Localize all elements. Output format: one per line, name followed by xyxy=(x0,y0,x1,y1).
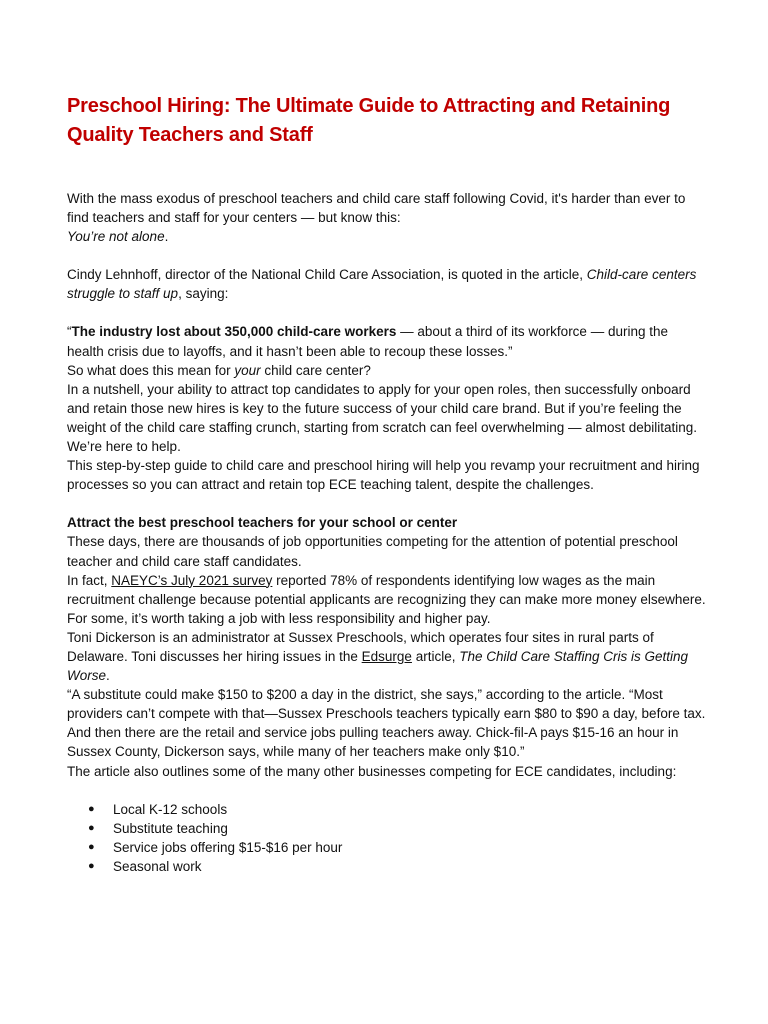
nutshell-paragraph: In a nutshell, your ability to attract top candidates to apply for your open roles, then successfully onboard and retain those new hires is key to the future success of your child care brand. But if you’re feeling the weight of the child care staffing crunch, starting from scratch can feel overwhelming — almost debilitating. We’re here to help. xyxy=(67,381,698,455)
page-title: Preschool Hiring: The Ultimate Guide to Attracting and Retaining Quality Teachers and Staff xyxy=(67,95,671,146)
toni-paragraph: Toni Dickerson is an administrator at Sussex Preschools, which operates four sites in rural parts of Delaware. Toni discusses her hiring issues in the Edsurge article, The Child Care Staffing Cris is Getting Worse. xyxy=(67,629,689,684)
question-paragraph: So what does this mean for your child care center? xyxy=(67,362,371,378)
survey-paragraph: In fact, NAEYC’s July 2021 survey reported 78% of respondents identifying low wages as the main recruitment challenge because potential applicants are recognizing they can make more money elsewhere. xyxy=(67,572,706,607)
intro-emphasis: You’re not alone. xyxy=(67,229,169,245)
list-item: ● Service jobs offering $15-$16 per hour xyxy=(113,838,708,857)
guide-paragraph: This step-by-step guide to child care and preschool hiring will help you revamp your recruitment and hiring processes so you can attract and retain top ECE teaching talent, despite the challenges. xyxy=(67,458,700,493)
competitor-list xyxy=(67,800,708,876)
list-item: ● Seasonal work xyxy=(113,857,708,876)
naeyc-survey-link[interactable]: NAEYC’s July 2021 survey xyxy=(111,572,273,588)
list-item: ● Substitute teaching xyxy=(113,819,708,838)
article-title: Child-care centers struggle to staff up xyxy=(67,267,697,302)
section-heading: Attract the best preschool teachers for your school or center xyxy=(67,515,458,531)
outline-paragraph: The article also outlines some of the many other businesses competing for ECE candidates, including: xyxy=(67,763,677,779)
bullet-icon: ● xyxy=(88,840,95,853)
some-paragraph: For some, it’s worth taking a job with less responsibility and higher pay. xyxy=(67,610,491,626)
quote-intro-paragraph: Cindy Lehnhoff, director of the National Child Care Association, is quoted in the article, Child-care centers struggle to staff up, saying: xyxy=(67,267,697,302)
competition-paragraph: These days, there are thousands of job opportunities competing for the attention of potential preschool teacher and child care staff candidates. xyxy=(67,534,678,569)
bullet-icon: ● xyxy=(88,821,95,834)
edsurge-article-title: The Child Care Staffing Cris is Getting Worse xyxy=(67,648,689,684)
substitute-quote-paragraph: “A substitute could make $150 to $200 a day in the district, she says,” according to the article. “Most providers can’t compete with that—Sussex Preschools teachers typically earn $80 to $90 a day, before tax. And then there are the retail and service jobs pulling teachers away. Chick-fil-A pays $15-16 an hour in Sussex County, Dickerson says, while many of her teachers make only $10.” xyxy=(67,687,706,760)
edsurge-link[interactable]: Edsurge xyxy=(361,648,412,664)
intro-paragraph: With the mass exodus of preschool teachers and child care staff following Covid, it's harder than ever to find teachers and staff for your centers — but know this: xyxy=(67,191,686,226)
list-item: ● Local K-12 schools xyxy=(113,800,708,819)
bullet-icon: ● xyxy=(88,802,95,815)
bullet-icon: ● xyxy=(88,859,95,872)
quote-paragraph: “The industry lost about 350,000 child-care workers — about a third of its workforce — during the health crisis due to layoffs, and it hasn’t been able to recoup these losses.” xyxy=(67,324,668,359)
